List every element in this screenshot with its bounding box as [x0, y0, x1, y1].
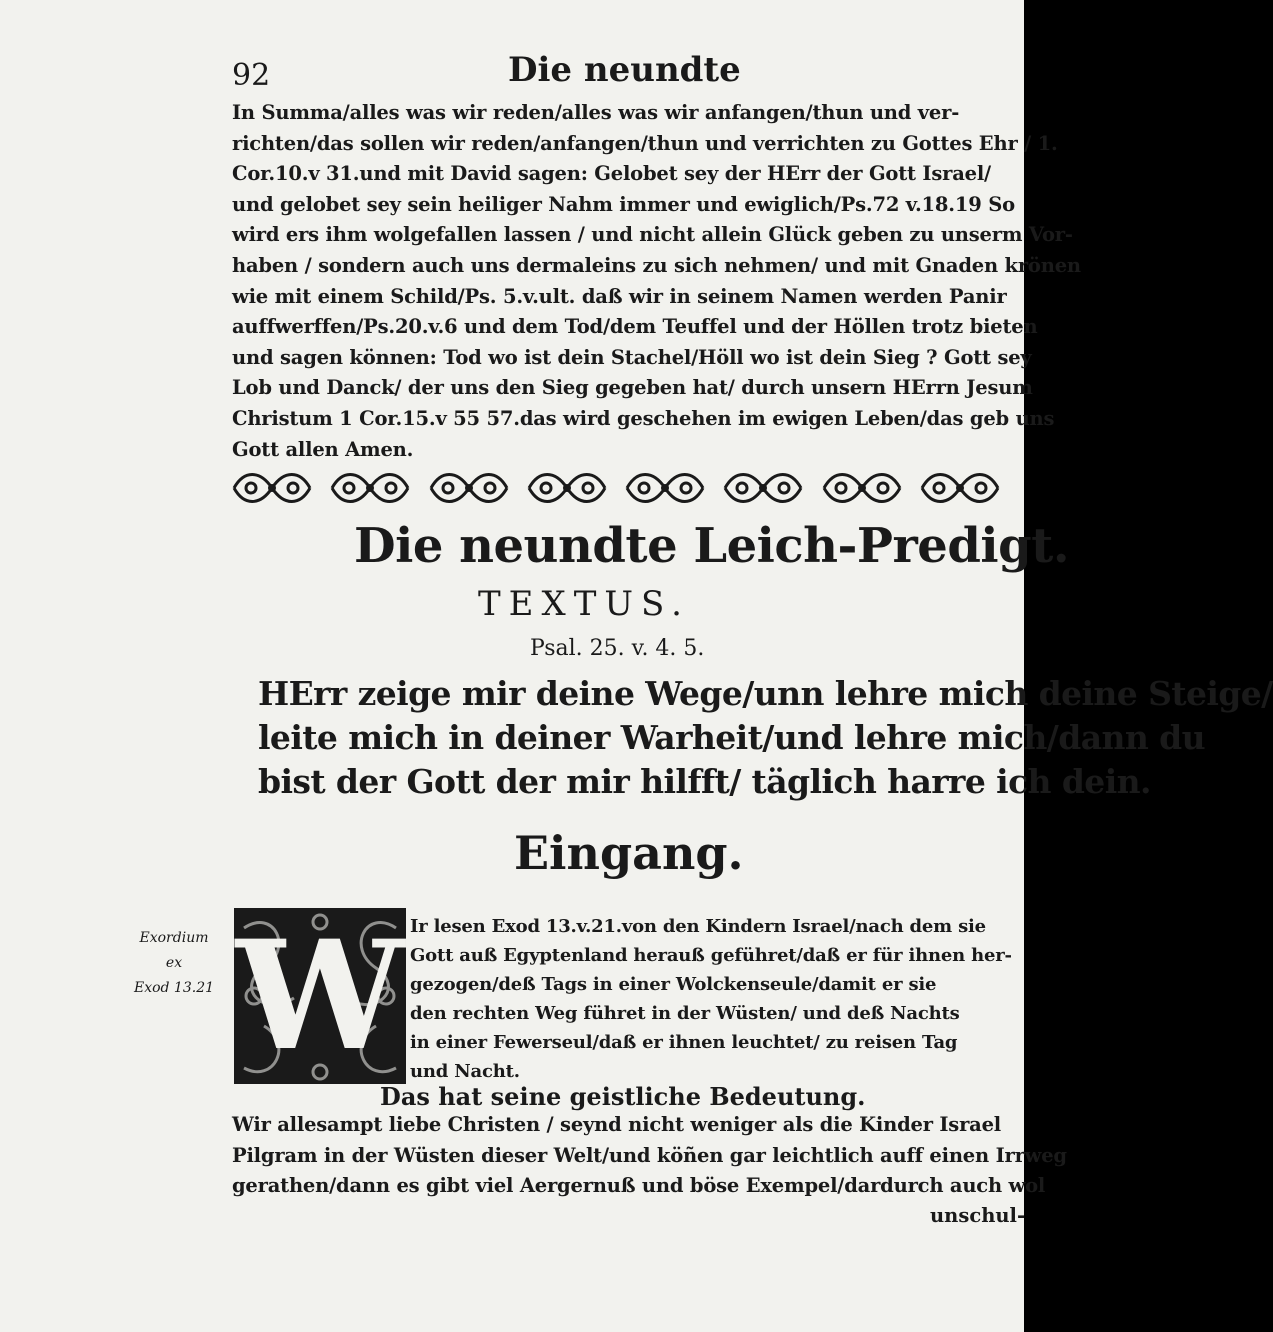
textus-heading: TEXTUS.	[478, 584, 690, 624]
text-line: Pilgram in der Wüsten dieser Welt/und köñen gar leichtlich auff einen Irrweg	[232, 1143, 1067, 1167]
text-line: haben / sondern auch uns dermaleins zu sich nehmen/ und mit Gnaden krönen	[232, 253, 1081, 277]
text-line: Gott allen Amen.	[232, 437, 414, 461]
text-line: Cor.10.v 31.und mit David sagen: Gelobet sey der HErr der Gott Israel/	[232, 162, 991, 186]
text-line: Gott auß Egyptenland herauß geführet/daß er für ihnen her-	[410, 945, 1012, 966]
fleuron-ornament-icon	[623, 464, 707, 512]
fleuron-ornament-icon	[427, 464, 511, 512]
initial-letter: W	[235, 908, 405, 1084]
intro-paragraph	[232, 98, 1081, 465]
fleuron-ornament-icon	[525, 464, 609, 512]
sermon-title: Die neundte Leich-Predigt.	[354, 518, 1070, 574]
marginal-note	[120, 926, 228, 1001]
text-line: In Summa/alles was wir reden/alles was wir anfangen/thun und ver-	[232, 101, 960, 124]
text-line: Ir lesen Exod 13.v.21.von den Kindern Israel/nach dem sie	[410, 916, 986, 937]
subheading: Das hat seine geistliche Bedeutung.	[380, 1082, 866, 1111]
text-line: Christum 1 Cor.15.v 55 57.das wird geschehen im ewigen Leben/das geb uns	[232, 406, 1055, 430]
fleuron-ornament-icon	[328, 464, 412, 512]
ornament-band	[230, 462, 1002, 514]
fleuron-ornament-icon	[230, 464, 314, 512]
eingang-paragraph	[410, 912, 1012, 1086]
text-line: den rechten Weg führet in der Wüsten/ und deß Nachts	[410, 1003, 960, 1024]
marginal-line: ex	[165, 955, 183, 971]
verse-line: HErr zeige mir deine Wege/unn lehre mich deine Steige/	[258, 674, 1273, 713]
fleuron-ornament-icon	[721, 464, 805, 512]
fleuron-ornament-icon	[918, 464, 1002, 512]
psalm-reference: Psal. 25. v. 4. 5.	[530, 636, 705, 661]
running-head: Die neundte	[508, 50, 741, 90]
text-line: und Nacht.	[410, 1061, 520, 1082]
decorated-initial	[234, 908, 406, 1084]
closing-paragraph	[232, 1110, 1067, 1202]
catchword: unschul-	[930, 1204, 1026, 1227]
text-line: auffwerffen/Ps.20.v.6 und dem Tod/dem Teuffel und der Höllen trotz bieten	[232, 315, 1038, 339]
fleuron-ornament-icon	[820, 464, 904, 512]
text-line: und sagen können: Tod wo ist dein Stachel/Höll wo ist dein Sieg ? Gott sey	[232, 345, 1032, 369]
text-line: richten/das sollen wir reden/anfangen/thun und verrichten zu Gottes Ehr / 1.	[232, 131, 1058, 155]
text-line: und gelobet sey sein heiliger Nahm immer und ewiglich/Ps.72 v.18.19 So	[232, 192, 1015, 216]
text-line: in einer Fewerseul/daß er ihnen leuchtet/ zu reisen Tag	[410, 1032, 958, 1053]
text-line: wird ers ihm wolgefallen lassen / und nicht allein Glück geben zu unserm Vor-	[232, 223, 1073, 247]
verse-line: bist der Gott der mir hilfft/ täglich harre ich dein.	[258, 762, 1151, 801]
text-line: Lob und Danck/ der uns den Sieg gegeben hat/ durch unsern HErrn Jesum	[232, 376, 1033, 400]
marginal-line: Exod 13.21	[133, 980, 215, 996]
text-line: gezogen/deß Tags in einer Wolckenseule/damit er sie	[410, 974, 937, 995]
verse-block	[258, 672, 1273, 804]
marginal-line: Exordium	[139, 930, 209, 946]
verse-line: leite mich in deiner Warheit/und lehre mich/dann du	[258, 718, 1206, 757]
page-number: 92	[232, 58, 271, 93]
eingang-heading: Eingang.	[514, 826, 744, 880]
text-line: gerathen/dann es gibt viel Aergernuß und böse Exempel/dardurch auch wol	[232, 1174, 1046, 1197]
text-line: Wir allesampt liebe Christen / seynd nicht weniger als die Kinder Israel	[232, 1113, 1001, 1136]
text-line: wie mit einem Schild/Ps. 5.v.ult. daß wir in seinem Namen werden Panir	[232, 284, 1007, 308]
